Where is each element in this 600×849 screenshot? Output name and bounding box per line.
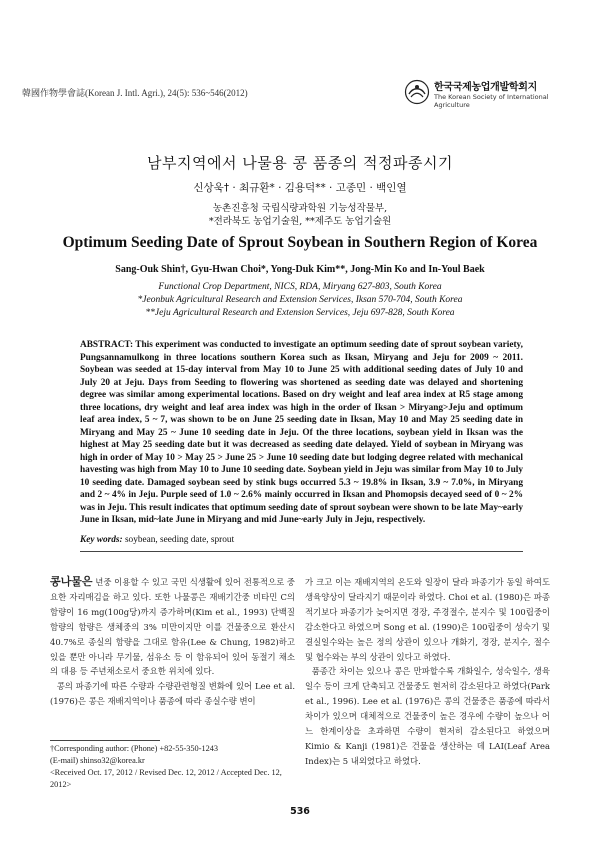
body-paragraph: [50, 575, 295, 679]
page-number: 536: [290, 806, 310, 817]
society-logo-block: [404, 76, 584, 112]
footnote-received-dates: <Received Oct. 17, 2012 / Revised Dec. 12, 2012 / Accepted Dec. 12, 2012>: [50, 768, 282, 789]
abstract: ABSTRACT: This experiment was conducted to investigate an optimum seeding date of sprout soybean variety, Pungsannamulkong in three locations southern Korea such as Iksan, Miryang and Jeju for 2009 ~ 2011. Soybean was seeded at 15-day interval from May 10 to June 25 with additional seeding dates of July 10 and July 20 at Jeju. Days from Seeding to flowering was shortened as seeding date was delayed and shortening degree was similar among experimental locations. Based on dry weight and leaf area index at R5 stage among three locations, dry weight and leaf area index was high in the order of Iksan > Miryang>Jeju and optimum leaf area index, 5 ~ 7, was shown to be on June 25 seeding date in Iksan, May 10 and May 25 seeding date in Miryang and May 25 ~ June 10 seeding date in Jeju. Of the three locations, soybean yield in Iksan was the highest at May 25 seeding date but it was decreased as seeding date delayed. Yield of soybean in Miryang was high in order of May 10 > May 25 > June 25 > June 10 seeding date but lodging degree related with mechanical havesting was high from May 10 to June 10 seeding date. Soybean yield in Jeju was similar from May 10 to July 10 seeding date. Damaged soybean seed by stink bugs occurred 5.3 ~ 19.8% in Iksan, 3.9 ~ 7.0%, in Miryang and 2 ~ 4% in Jeju. Purple seed of 1.0 ~ 2.6% mainly occurred in Iksan and Phomopsis decayed seed of 0 ~ 2% was in Jeju. This result indicates that optimum seeding date of sprout soybean were shown to be late May~early June in Iksan, mid~late June in Miryang and mid June~early July in Jeju, respectively.: [80, 340, 523, 525]
korean-authors: 신상욱† · 최규환* · 김용덕** · 고종민 · 백인열: [193, 182, 407, 194]
body-paragraph: 가 크고 이는 재배지역의 온도와 일장이 달라 파종기가 동일 하여도 생육양상이 달라지기 때문이라 하였다. Choi et al. (1980)은 파종적기보다 파종기가 늦어지면 경장, 주경절수, 분지수 및 100립중이 감소한다고 하였으며 Song et al. (1990)은 100립중이 성숙기 및 결실일수와는 높은 정의 상관이 있으나 개화기, 경장, 분지수, 절수 및 협수와는 부의 상관이 있다고 하였다.: [305, 577, 550, 662]
body-column-left: [50, 575, 295, 709]
body-paragraph: 콩의 파종기에 따른 수량과 수량관련형질 변화에 있어 Lee et al. (1976)은 콩은 재배지역이나 품종에 따라 종실수량 변이: [50, 681, 295, 707]
english-authors: Sang-Ouk Shin†, Gyu-Hwan Choi*, Yong-Duk Kim**, Jong-Min Ko and In-Youl Baek: [115, 264, 485, 275]
korean-title: 남부지역에서 나물용 콩 품종의 적정파종시기: [147, 154, 453, 172]
society-name-english-line1: The Korean Society of International: [434, 93, 549, 101]
english-affiliation-3: **Jeju Agricultural Research and Extension Services, Jeju 697-828, South Korea: [145, 308, 455, 318]
keywords: [80, 535, 234, 545]
lead-word: 콩나물은: [50, 575, 93, 588]
keywords-text: soybean, seeding date, sprout: [124, 535, 235, 545]
society-name-english: [434, 93, 584, 109]
english-affiliation-1: Functional Crop Department, NICS, RDA, Miryang 627-803, South Korea: [158, 282, 442, 292]
body-text: 년중 이용할 수 있고 국민 식생활에 있어 전통적으로 중요한 자리매김을 하고 있다. 또한 나물콩은 재배기간중 비타민 C의 함량이 16 mg(100g당)까지 증가하며(Kim et al., 1993) 단백질 함량의 함량은 생체중의 3% 미만이지만 이를 건물중으로 환산시 40.7%로 종실의 함량을 그대로 함유(Lee & Chung, 1982)하고 있을 뿐만 아니라 무기물, 섬유소 등 이 함유되어 있어 동절기 채소의 대용 등 주년채소로서 중요한 위치에 있다.: [50, 577, 295, 677]
english-title: Optimum Seeding Date of Sprout Soybean in Southern Region of Korea: [62, 234, 538, 251]
english-affiliation-2: *Jeonbuk Agricultural Research and Extension Services, Iksan 570-704, South Korea: [137, 295, 463, 305]
body-paragraph: 품종간 차이는 있으나 콩은 만파할수록 개화일수, 성숙일수, 생육일수 등이 크게 단축되고 건물중도 현저히 감소된다고 하였다(Park et al., 1996). Lee et al. (1976)은 콩의 건물중은 품종에 따라서 차이가 있으며 대체적으로 건물중이 높은 경우에 수량이 높으나 어느 한계이상을 초과하면 수량이 현저히 감소된다고 하였으며 Kimio & Kanji (1981)은 건물을 생산하는 데 LAI(Leaf Area Index)는 5 내외였다고 하였다.: [305, 666, 550, 766]
abstract-divider: [80, 551, 523, 552]
society-name-korean: 한국국제농업개발학회지: [434, 82, 537, 93]
society-emblem-icon: [404, 79, 430, 105]
footnote-corresponding-author: †Corresponding author: (Phone) +82-55-350-1243: [50, 744, 219, 753]
society-name-english-line2: Agriculture: [434, 101, 470, 109]
footnotes: [50, 743, 300, 791]
body-column-right: [305, 575, 550, 769]
korean-affiliation-1: 농촌진흥청 국립식량과학원 기능성작물부,: [212, 203, 388, 214]
korean-affiliation-2: *전라북도 농업기술원, **제주도 농업기술원: [208, 216, 392, 227]
keywords-label: Key words:: [80, 535, 123, 545]
footnote-divider: [50, 740, 160, 741]
footnote-email: (E-mail) shinso32@korea.kr: [50, 756, 145, 765]
journal-reference: 韓國作物學會誌(Korean J. Intl. Agri.), 24(5): 536~546(2012): [22, 88, 248, 98]
